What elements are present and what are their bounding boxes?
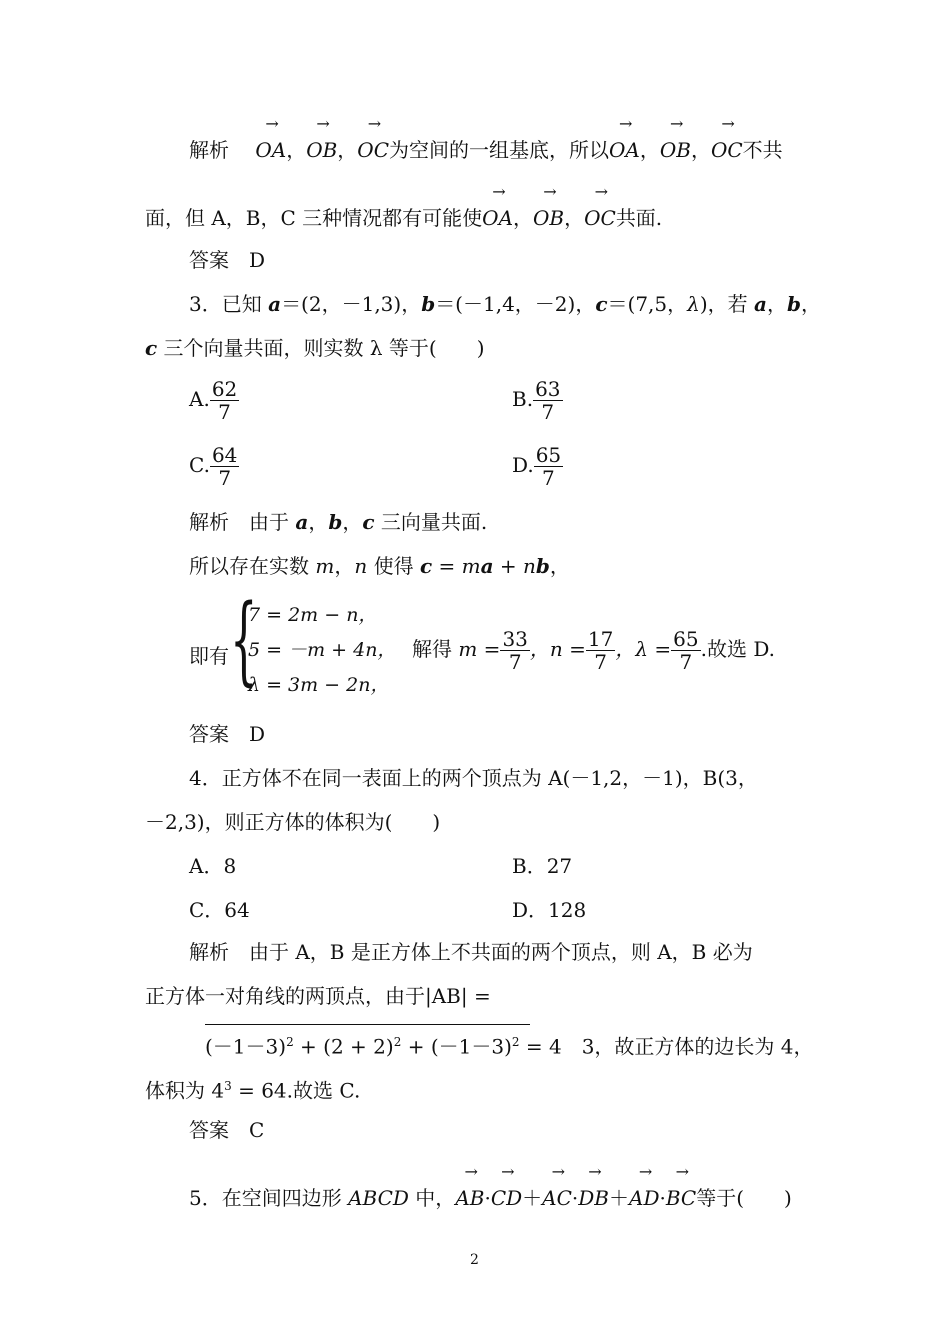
answer-value: C <box>249 1118 265 1142</box>
q2-solution-line1: 解析 → OA，→ OB，→ OC为空间的一组基底，所以→ OA，→ OB，→ OC不共 <box>189 138 783 162</box>
q2-solution-line2: 面，但 A，B，C 三种情况都有可能使→ OA，→ OB，→ OC共面. <box>145 206 662 230</box>
fraction: $\frac{17}{7}$ <box>587 627 614 674</box>
answer-label: 答案 <box>189 1118 229 1142</box>
q4-solution-line1: 解析 由于 A，B 是正方体上不共面的两个顶点，则 A，B 必为 <box>189 940 753 964</box>
fraction: $\frac{33}{7}$ <box>502 627 528 674</box>
fraction: $\frac{64}{7}$ <box>211 443 238 490</box>
q4-option-d[interactable]: D．128 <box>512 898 587 922</box>
solution-label: 解析 <box>189 940 229 964</box>
q3-option-c[interactable]: C. $\frac{64}{7}$ <box>189 443 238 490</box>
q3-option-d[interactable]: D. $\frac{65}{7}$ <box>512 443 562 490</box>
vector-OB: → OB <box>533 206 564 230</box>
q4-stem-line2: －2,3)，则正方体的体积为( ) <box>145 810 441 834</box>
vector-AB: → AB <box>455 1186 484 1210</box>
q3-option-b[interactable]: B. $\frac{63}{7}$ <box>512 377 561 424</box>
vector-OA: → OA <box>482 206 513 230</box>
solution-label: 解析 <box>189 138 229 162</box>
q4-solution-line2: 正方体一对角线的两顶点，由于|AB| = <box>145 984 491 1008</box>
q3-jiyou: 即有 <box>189 644 229 668</box>
q3-stem-line2: c 三个向量共面，则实数 λ 等于( ) <box>145 336 485 360</box>
vector-OB: → OB <box>660 138 691 162</box>
vector-OA: → OA <box>255 138 286 162</box>
q4-option-b[interactable]: B．27 <box>512 854 573 878</box>
vector-OA: → OA <box>609 138 640 162</box>
vector-OC: → OC <box>711 138 743 162</box>
vector-AC: → AC <box>542 1186 572 1210</box>
q3-stem-line1: 3．已知 a＝(2，－1,3)，b＝(－1,4，－2)，c＝(7,5，λ)，若 a，b， <box>189 292 821 316</box>
q2-answer <box>189 248 265 272</box>
left-brace: { <box>230 584 258 696</box>
solution-label: 解析 <box>189 510 229 534</box>
vector-OC: → OC <box>584 206 616 230</box>
q3-solution-line2: 所以存在实数 m，n 使得 c = ma + nb， <box>189 554 570 578</box>
vector-DB: → DB <box>578 1186 609 1210</box>
fraction: $\frac{65}{7}$ <box>673 627 699 674</box>
vector-OB: → OB <box>306 138 337 162</box>
vector-AD: → AD <box>629 1186 659 1210</box>
vector-BC: → BC <box>666 1186 696 1210</box>
q4-solution-line4: 体积为 $4^3 = 64$.故选 C. <box>145 1078 361 1103</box>
q4-option-a[interactable]: A．8 <box>189 854 237 878</box>
vector-OC: → OC <box>357 138 389 162</box>
answer-value: D <box>249 248 266 272</box>
fraction: $\frac{62}{7}$ <box>211 377 238 424</box>
q3-answer <box>189 722 265 746</box>
q4-answer <box>189 1118 264 1142</box>
q4-stem-line1: 4．正方体不在同一表面上的两个顶点为 A(－1,2，－1)，B(3， <box>189 766 758 790</box>
q3-solution-line1: 解析 由于 a，b，c 三向量共面. <box>189 510 488 534</box>
equation-system: 7 = 2m − n， 5 = －m + 4n， λ = 3m − 2n， <box>248 604 397 696</box>
sqrt-bar <box>205 1024 530 1025</box>
q5-stem: 5．在空间四边形 ABCD 中，→ AB·→ CD＋→ AC·→ DB＋→ AD·→ BC等于( ) <box>189 1186 792 1210</box>
page-number: 2 <box>470 1252 479 1268</box>
fraction: $\frac{63}{7}$ <box>535 377 561 424</box>
answer-label: 答案 <box>189 248 229 272</box>
q3-solution-values: 解得 m = $\frac{33}{7}$ ，n = $\frac{17}{7}$ ，λ = $\frac{65}{7}$ .故选 D. <box>412 627 776 674</box>
q4-solution-line3: $(-1-3)^2 + (2 + 2)^2 + (-1-3)^2 = 4$ 3，故正方体的边长为 4， <box>205 1034 814 1059</box>
q3-option-a[interactable]: A. $\frac{62}{7}$ <box>189 377 238 424</box>
fraction: $\frac{65}{7}$ <box>535 443 562 490</box>
answer-label: 答案 <box>189 722 229 746</box>
answer-value: D <box>249 722 266 746</box>
q4-option-c[interactable]: C．64 <box>189 898 250 922</box>
vector-CD: → CD <box>491 1186 522 1210</box>
